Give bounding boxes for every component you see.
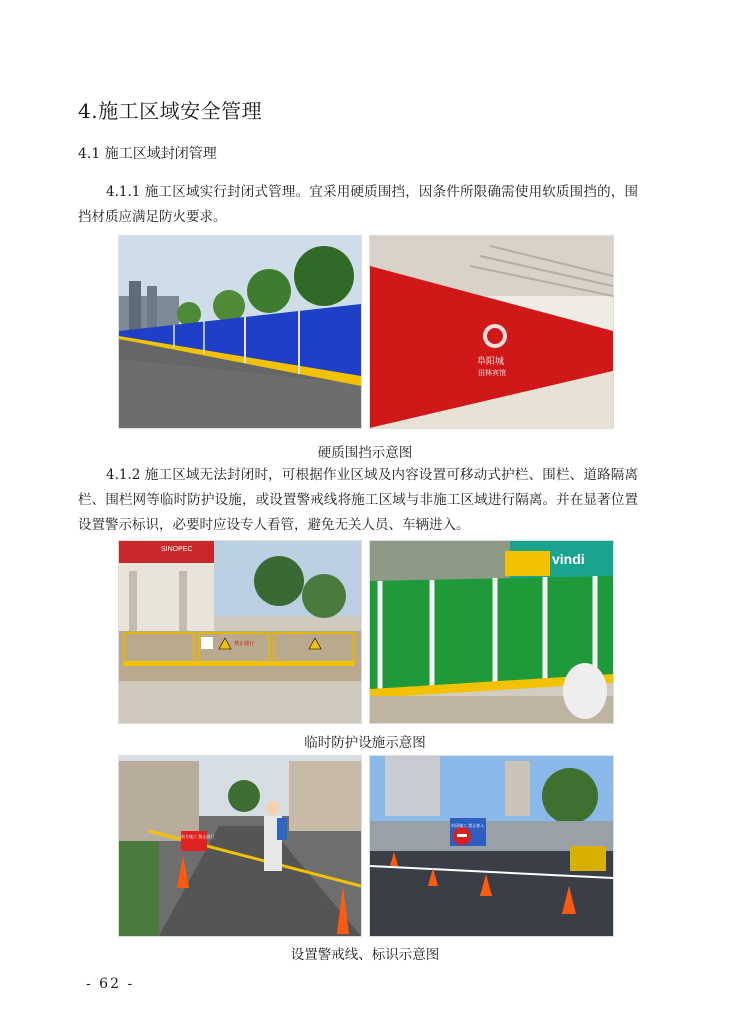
subsection-heading: 4.1 施工区域封闭管理 <box>78 146 217 162</box>
photo-road-cones <box>369 755 614 937</box>
closed-sign: 封闭施工 禁止驶入 <box>451 823 485 828</box>
red-wall-sign-2: 田林宾馆 <box>478 369 506 377</box>
paragraph-4-1-1: 4.1.1 施工区域实行封闭式管理。宜采用硬质围挡，因条件所限确需使用软质围挡的，围挡材质应满足防火要求。 <box>78 184 638 225</box>
shop-sign: vindi <box>552 551 585 567</box>
warning-sign: 禁止通行 <box>234 641 255 647</box>
station-sign: SINOPEC <box>161 546 193 553</box>
photo-station-barriers <box>118 540 362 724</box>
photo-red-wall <box>369 235 614 429</box>
red-wall-sign-1: 阜阳城 <box>477 357 505 367</box>
photo-blue-fence <box>118 235 362 429</box>
caption-warning-tape: 设置警戒线、标识示意图 <box>290 947 440 963</box>
paragraph-4-1-2: 4.1.2 施工区域无法封闭时，可根据作业区域及内容设置可移动式护栏、围栏、道路隔离栏、围栏网等临时防护设施，或设置警戒线将施工区域与非施工区域进行隔离。并在显著位置设置警示标识，必要时应设专人看管，避免无关人员、车辆进入。 <box>78 467 638 533</box>
photo-warning-tape <box>118 755 362 937</box>
caption-temporary-protection: 临时防护设施示意图 <box>304 735 426 751</box>
page-number: - 62 - <box>86 976 135 992</box>
caption-hard-fence: 硬质围挡示意图 <box>317 445 413 461</box>
section-heading: 4.施工区域安全管理 <box>78 99 263 123</box>
photo-green-fence <box>369 540 614 724</box>
road-sign: 前方施工 禁止通行 <box>181 834 215 839</box>
